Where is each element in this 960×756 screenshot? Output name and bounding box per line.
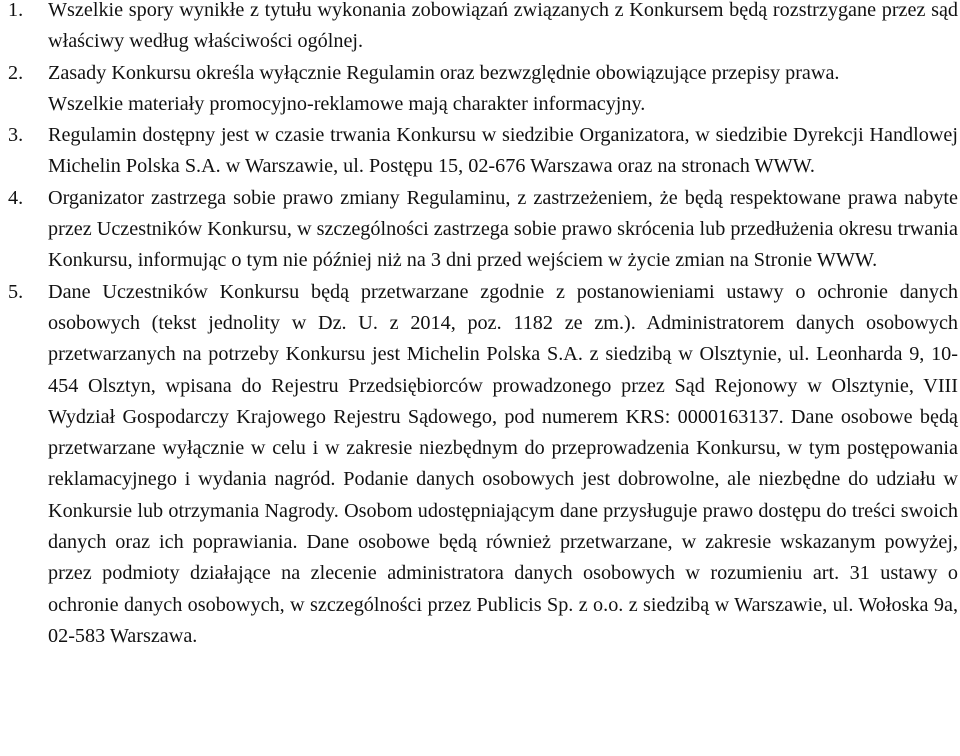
item-text bbox=[48, 58, 958, 121]
list-item-1 bbox=[8, 0, 958, 58]
item-number: 1. bbox=[8, 0, 24, 21]
list-item-4 bbox=[8, 183, 958, 277]
paragraph: Organizator zastrzega sobie prawo zmiany Regulaminu, z zastrzeżeniem, że będą respektowane prawa nabyte przez Uczestników Konkursu, w szczególności zastrzega sobie prawo skrócenia lub przedłużenia okresu trwania Konkursu, informując o tym nie później niż na 3 dni przed wejściem w życie zmian na Stronie WWW. bbox=[48, 186, 958, 272]
paragraph: Wszelkie spory wynikłe z tytułu wykonania zobowiązań związanych z Konkursem będą rozstrzygane przez sąd właściwy według właściwości ogólnej. bbox=[48, 0, 958, 53]
list-item-2 bbox=[8, 58, 958, 121]
item-number: 2. bbox=[8, 61, 24, 84]
paragraph: Wszelkie materiały promocyjno-reklamowe mają charakter informacyjny. bbox=[48, 92, 646, 115]
paragraph: Dane Uczestników Konkursu będą przetwarzane zgodnie z postanowieniami ustawy o ochronie danych osobowych (tekst jednolity w Dz. U. z 2014, poz. 1182 ze zm.). Administratorem danych osobowych przetwarzanych na potrzeby Konkursu jest Michelin Polska S.A. z siedzibą w Olsztynie, ul. Leonharda 9, 10-454 Olsztyn, wpisana do Rejestru Przedsiębiorców prowadzonego przez Sąd Rejonowy w Olsztynie, VIII Wydział Gospodarczy Krajowego Rejestru Sądowego, pod numerem KRS: 0000163137. Dane osobowe będą przetwarzane wyłącznie w celu i w zakresie niezbędnym do przeprowadzenia Konkursu, w tym postępowania reklamacyjnego i wydania nagród. Podanie danych osobowych jest dobrowolne, ale niezbędne do udziału w Konkursie lub otrzymania Nagrody. Osobom udostępniającym dane przysługuje prawo dostępu do treści swoich danych oraz ich poprawiania. Dane osobowe będą również przetwarzane, w zakresie wskazanym powyżej, przez podmioty działające na zlecenie administratora danych osobowych w rozumieniu art. 31 ustawy o ochronie danych osobowych, w szczególności przez Publicis Sp. z o.o. z siedzibą w Warszawie, ul. Wołoska 9a, 02-583 Warszawa. bbox=[48, 280, 958, 647]
item-text bbox=[48, 120, 958, 183]
list-item-3 bbox=[8, 120, 958, 183]
item-number: 3. bbox=[8, 124, 24, 147]
paragraph: Zasady Konkursu określa wyłącznie Regulamin oraz bezwzględnie obowiązujące przepisy prawa. bbox=[48, 61, 840, 84]
paragraph: Regulamin dostępny jest w czasie trwania Konkursu w siedzibie Organizatora, w siedzibie Dyrekcji Handlowej Michelin Polska S.A. w Warszawie, ul. Postępu 15, 02-676 Warszawa oraz na stronach WWW. bbox=[48, 124, 958, 178]
item-text bbox=[48, 0, 958, 58]
regulations-document bbox=[8, 0, 958, 652]
item-number: 4. bbox=[8, 186, 24, 209]
list-item-5 bbox=[8, 277, 958, 653]
item-text bbox=[48, 183, 958, 277]
item-number: 5. bbox=[8, 280, 24, 303]
item-text bbox=[48, 277, 958, 653]
